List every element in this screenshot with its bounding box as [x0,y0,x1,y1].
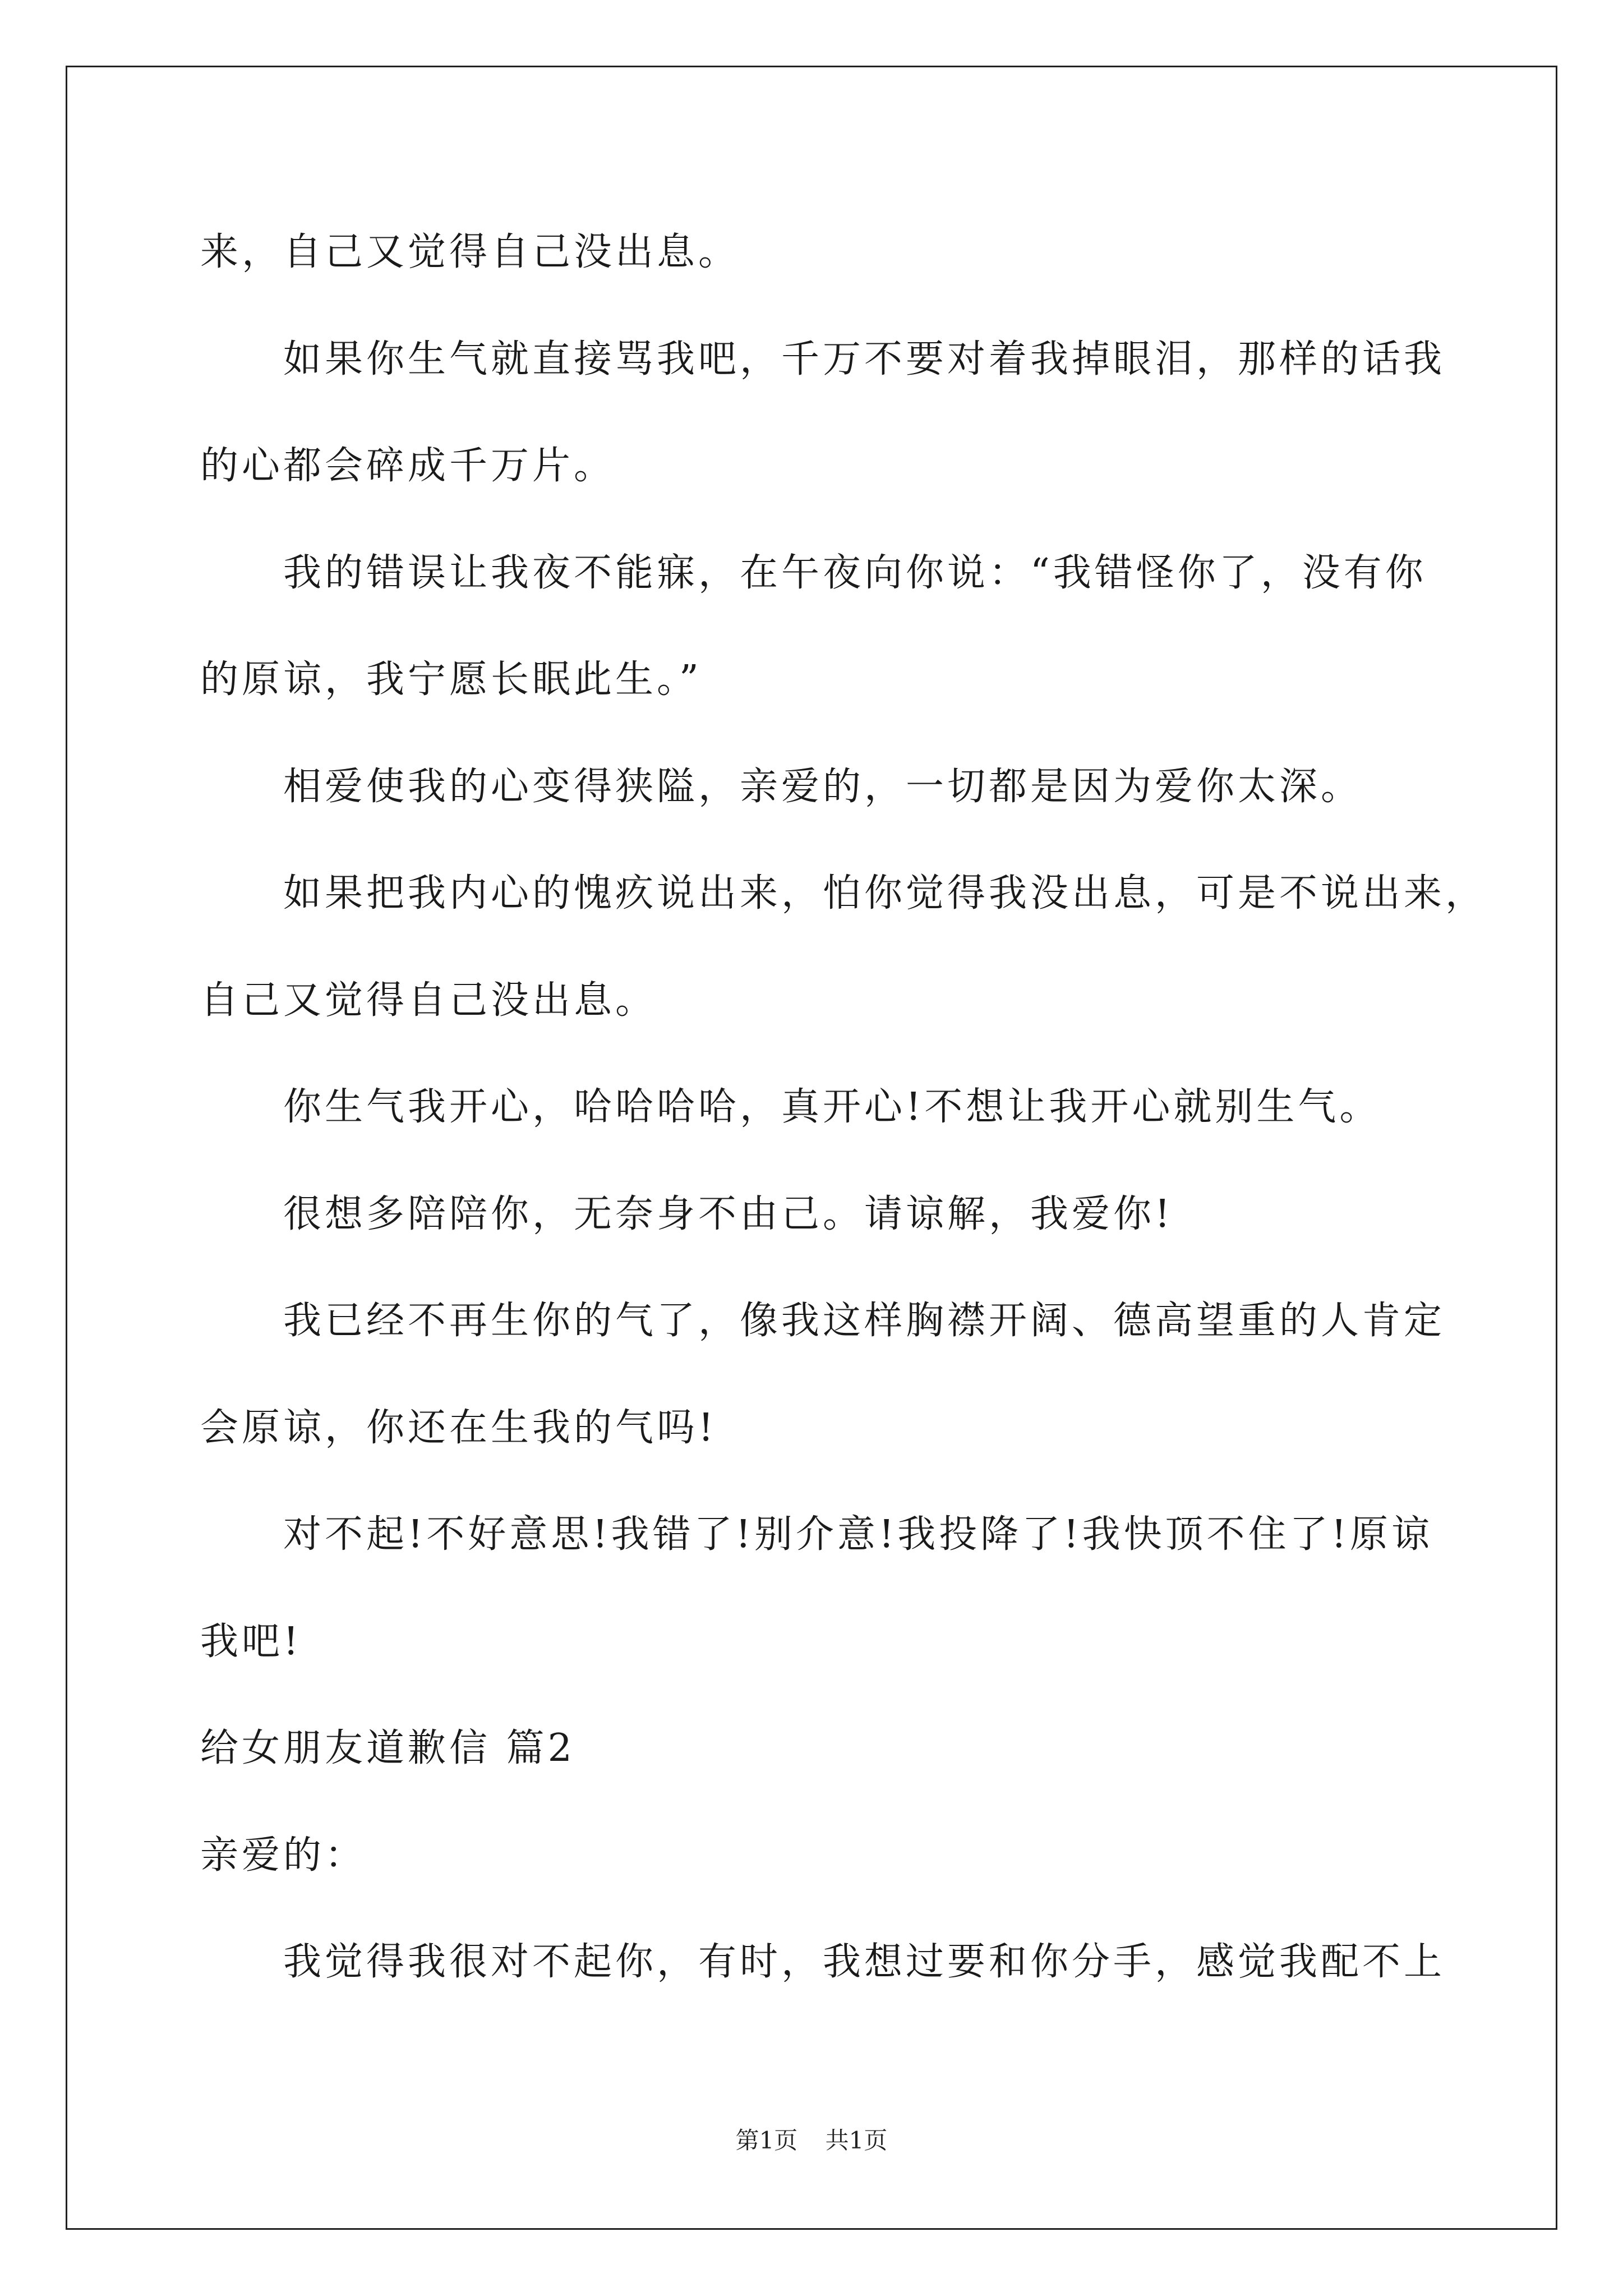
text-line: 如果你生气就直接骂我吧，千万不要对着我掉眼泪，那样的话我 [283,337,1446,381]
text-line: 很想多陪陪你，无奈身不由己。请谅解，我爱你! [283,1192,1174,1236]
text-line: 我吧! [200,1619,302,1664]
current-page-label: 第1页 [735,2127,798,2154]
page-footer [0,2124,1623,2157]
text-line: 的原谅，我宁愿长眠此生。” [200,657,702,702]
text-line: 相爱使我的心变得狭隘，亲爱的，一切都是因为爱你太深。 [283,765,1363,809]
document-body [200,0,1487,2296]
text-line: 如果把我内心的愧疚说出来，怕你觉得我没出息，可是不说出来， [283,871,1487,915]
text-line: 我已经不再生你的气了，像我这样胸襟开阔、德高望重的人肯定 [283,1299,1446,1343]
salutation: 亲爱的： [200,1833,367,1878]
text-line: 的心都会碎成千万片。 [200,444,616,488]
text-line: 你生气我开心，哈哈哈哈，真开心!不想让我开心就别生气。 [283,1085,1381,1129]
text-line: 对不起!不好意思!我错了!别介意!我投降了!我快顶不住了!原谅 [283,1512,1433,1557]
text-line: 我觉得我很对不起你，有时，我想过要和你分手，感觉我配不上 [283,1940,1446,1984]
text-line: 自己又觉得自己没出息。 [200,978,657,1023]
text-line: 会原谅，你还在生我的气吗! [200,1406,717,1450]
text-line: 我的错误让我夜不能寐，在午夜向你说：“我错怪你了，没有你 [283,551,1427,595]
text-line: 来，自己又觉得自己没出息。 [200,230,740,274]
total-pages-label: 共1页 [825,2127,888,2154]
section-heading: 给女朋友道歉信 篇2 [200,1726,575,1770]
